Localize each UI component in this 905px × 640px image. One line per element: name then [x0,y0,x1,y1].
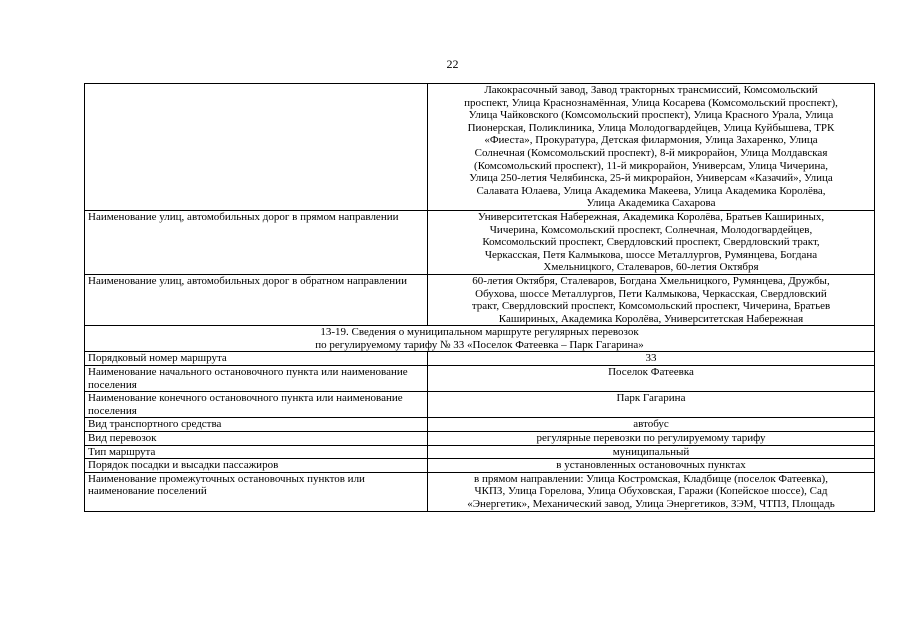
row-value: 33 [428,352,875,366]
row-value: Парк Гагарина [428,392,875,418]
row-label: Наименование промежуточных остановочных пунктов или наименование поселений [85,472,428,511]
row-label: Вид перевозок [85,432,428,446]
text-line: проспект, Улица Краснознамённая, Улица Косарева (Комсомольский проспект), [464,96,838,109]
row-label: Порядок посадки и высадки пассажиров [85,459,428,473]
text-line: Университетская Набережная, Академика Королёва, Братьев Кашириных, [477,210,825,223]
row-label [85,84,428,211]
text-line: Хмельницкого, Сталеваров, 60-летия Октября [543,261,759,274]
row-value: в установленных остановочных пунктах [428,459,875,473]
row-label: Наименование конечного остановочного пункта или наименование поселения [85,392,428,418]
row-value: Поселок Фатеевка [428,366,875,392]
table-row [85,432,875,446]
section-title-line: по регулируемому тарифу № 33 «Поселок Фатеевка – Парк Гагарина» [315,338,644,351]
text-line: Обухова, шоссе Металлургов, Пети Калмыкова, Черкасская, Свердловский [475,287,827,300]
text-line: Улица Академика Сахарова [586,197,716,210]
table-row [85,418,875,432]
stops-list-cell [428,84,875,211]
table-row [85,459,875,473]
text-line: (Комсомольский проспект), 11-й микрорайон, Универсам, Улица Чичерина, [474,159,828,172]
text-line: Улица 250-летия Челябинска, 25-й микрорайон, Универсам «Казачий», Улица [469,172,833,185]
row-value: автобус [428,418,875,432]
row-label: Наименование улиц, автомобильных дорог в обратном направлении [85,274,428,325]
text-line: Кашириных, Академика Королёва, Университетская Набережная [498,312,804,325]
row-label: Порядковый номер маршрута [85,352,428,366]
text-line: «Фиеста», Прокуратура, Детская филармония, Улица Захаренко, Улица [484,134,818,147]
text-line: в прямом направлении: Улица Костромская, Кладбище (поселок Фатеевка), [474,472,828,485]
intermediate-stops-cell [428,472,875,511]
table-row [85,366,875,392]
row-label: Тип маршрута [85,445,428,459]
text-line: Пионерская, Поликлиника, Улица Молодогвардейцев, Улица Куйбышева, ТРК [467,121,835,134]
table-row [85,84,875,211]
text-line: Лакокрасочный завод, Завод тракторных трансмиссий, Комсомольский [484,84,818,96]
text-line: Комсомольский проспект, Свердловский проспект, Свердловский тракт, [482,236,820,249]
row-label: Наименование начального остановочного пункта или наименование поселения [85,366,428,392]
text-line: Чичерина, Комсомольский проспект, Солнечная, Молодогвардейцев, [489,223,813,236]
table-row [85,472,875,511]
table-row [85,392,875,418]
row-value: муниципальный [428,445,875,459]
streets-backward-cell [428,274,875,325]
section-title-line: 13-19. Сведения о муниципальном маршруте регулярных перевозок [320,326,639,339]
table-row [85,445,875,459]
text-line: Черкасская, Петя Калмыкова, шоссе Металлургов, Румянцева, Богдана [484,248,818,261]
text-line: Улица Чайковского (Комсомольский проспект), Улица Красного Урала, Улица [468,109,834,122]
text-line: тракт, Свердловский проспект, Комсомольский проспект, Чичерина, Братьев [471,300,831,313]
row-label: Наименование улиц, автомобильных дорог в прямом направлении [85,210,428,274]
text-line: Солнечная (Комсомольский проспект), 8-й микрорайон, Улица Молдавская [474,146,828,159]
streets-forward-cell [428,210,875,274]
table-row [85,210,875,274]
section-header-row [85,326,875,352]
page-number: 22 [446,57,459,71]
row-label: Вид транспортного средства [85,418,428,432]
text-line: ЧКПЗ, Улица Горелова, Улица Обуховская, Гаражи (Копейское шоссе), Сад [474,485,828,498]
text-line: Салавата Юлаева, Улица Академика Макеева, Улица Академика Королёва, [476,184,826,197]
section-header [85,326,875,352]
route-info-table [84,83,875,512]
row-value: регулярные перевозки по регулируемому тарифу [428,432,875,446]
table-row [85,274,875,325]
text-line: 60-летия Октября, Сталеваров, Богдана Хмельницкого, Румянцева, Дружбы, [472,274,830,287]
text-line: «Энергетик», Механический завод, Улица Энергетиков, ЗЭМ, ЧТПЗ, Площадь [467,498,835,510]
table-row [85,352,875,366]
